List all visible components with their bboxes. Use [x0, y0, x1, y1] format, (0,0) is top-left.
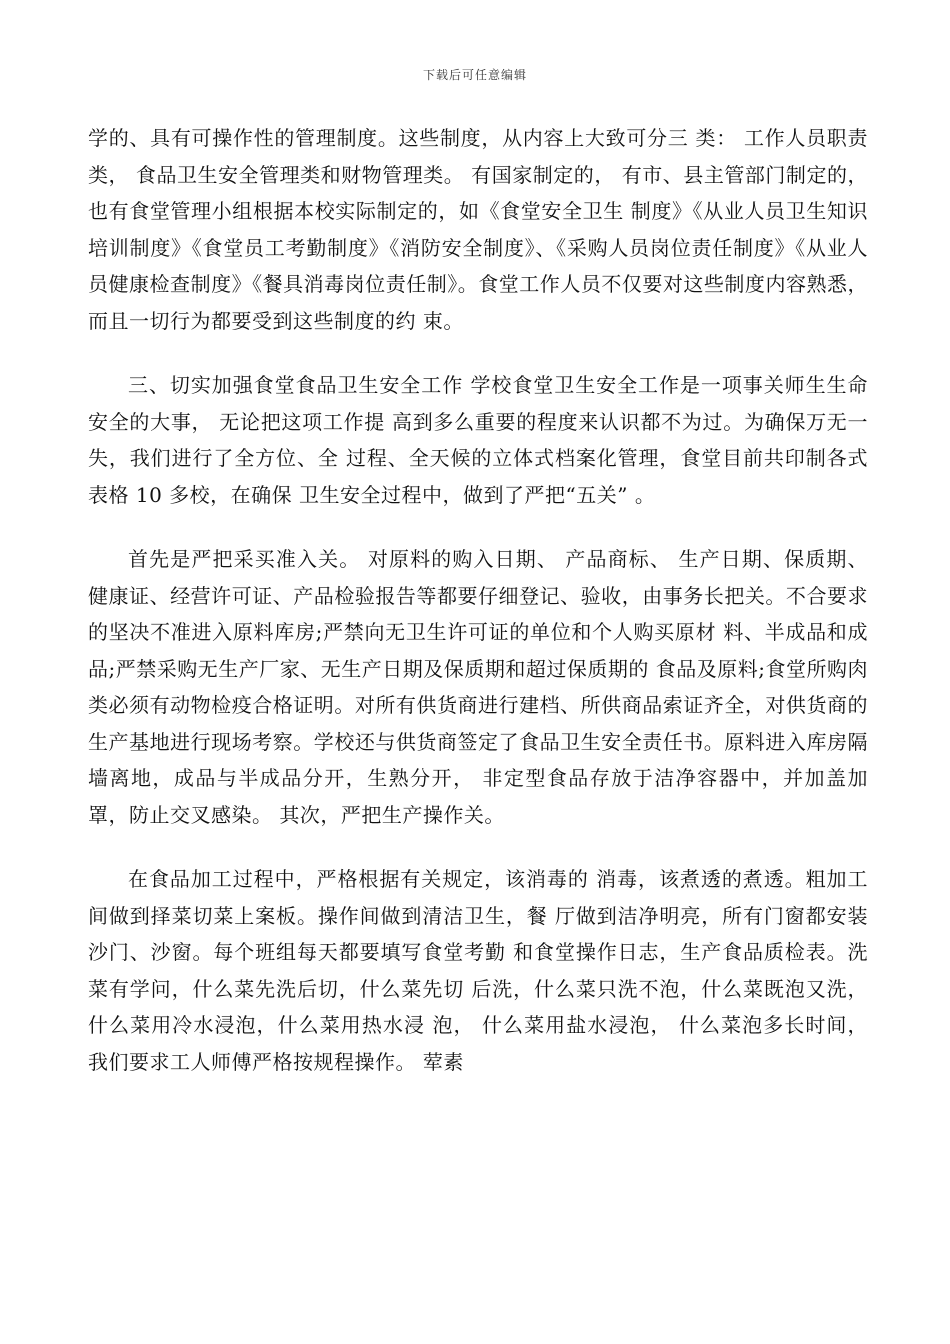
- paragraph-procurement-gate: 首先是严把采买准入关。 对原料的购入日期、 产品商标、 生产日期、保质期、 健康证、经营许可证、产品检验报告等都要仔细登记、验收，由事务长把关。不合要求的坚决不准进入原料库房;严禁向无卫生许可证的单位和个人购买原材 料、半成品和成品;严禁采购无生产厂家、无生产日期及保质期和超过保质期的 食品及原料;食堂所购肉类必须有动物检疫合格证明。对所有供货商进行建档、所供商品索证齐全，对供货商的生产基地进行现场考察。学校还与供货商签定了食品卫生安全责任书。原料进入库房隔墙离地，成品与半成品分开，生熟分开， 非定型食品存放于洁净容器中，并加盖加罩，防止交叉感染。 其次，严把生产操作关。: [88, 547, 868, 827]
- document-body: [88, 120, 868, 1080]
- header-note: 下载后可任意编辑: [422, 68, 527, 82]
- paragraph-food-safety-section: 三、切实加强食堂食品卫生安全工作 学校食堂卫生安全工作是一项事关师生生命安全的大事， 无论把这项工作提 高到多么重要的程度来认识都不为过。为确保万无一失，我们进行了全方位、全 过程、全天候的立体式档案化管理，食堂目前共印制各式表格 10 多校，在确保 卫生安全过程中，做到了严把“五关” 。: [88, 373, 868, 507]
- paragraph-processing: 在食品加工过程中，严格根据有关规定，该消毒的 消毒，该煮透的煮透。粗加工间做到择菜切菜上案板。操作间做到清洁卫生，餐 厅做到洁净明亮，所有门窗都安装沙门、沙窗。每个班组每天都要填写食堂考勤 和食堂操作日志，生产食品质检表。洗菜有学问，什么菜先洗后切，什么菜先切 后洗，什么菜只洗不泡，什么菜既泡又洗，什么菜用冷水浸泡，什么菜用热水浸 泡， 什么菜用盐水浸泡， 什么菜泡多长时间， 我们要求工人师傅严格按规程操作。 荤素: [88, 867, 868, 1074]
- paragraph-management-rules: 学的、具有可操作性的管理制度。这些制度，从内容上大致可分三 类： 工作人员职责类， 食品卫生安全管理类和财物管理类。 有国家制定的， 有市、县主管部门制定的，也有食堂管理小组根据本校实际制定的，如《食堂安全卫生 制度》《从业人员卫生知识培训制度》《食堂员工考勤制度》《消防安全制度》、《采购人员岗位责任制度》《从业人员健康检查制度》《餐具消毒岗位责任制》。食堂工作人员不仅要对这些制度内容熟悉， 而且一切行为都要受到这些制度的约 束。: [88, 126, 868, 333]
